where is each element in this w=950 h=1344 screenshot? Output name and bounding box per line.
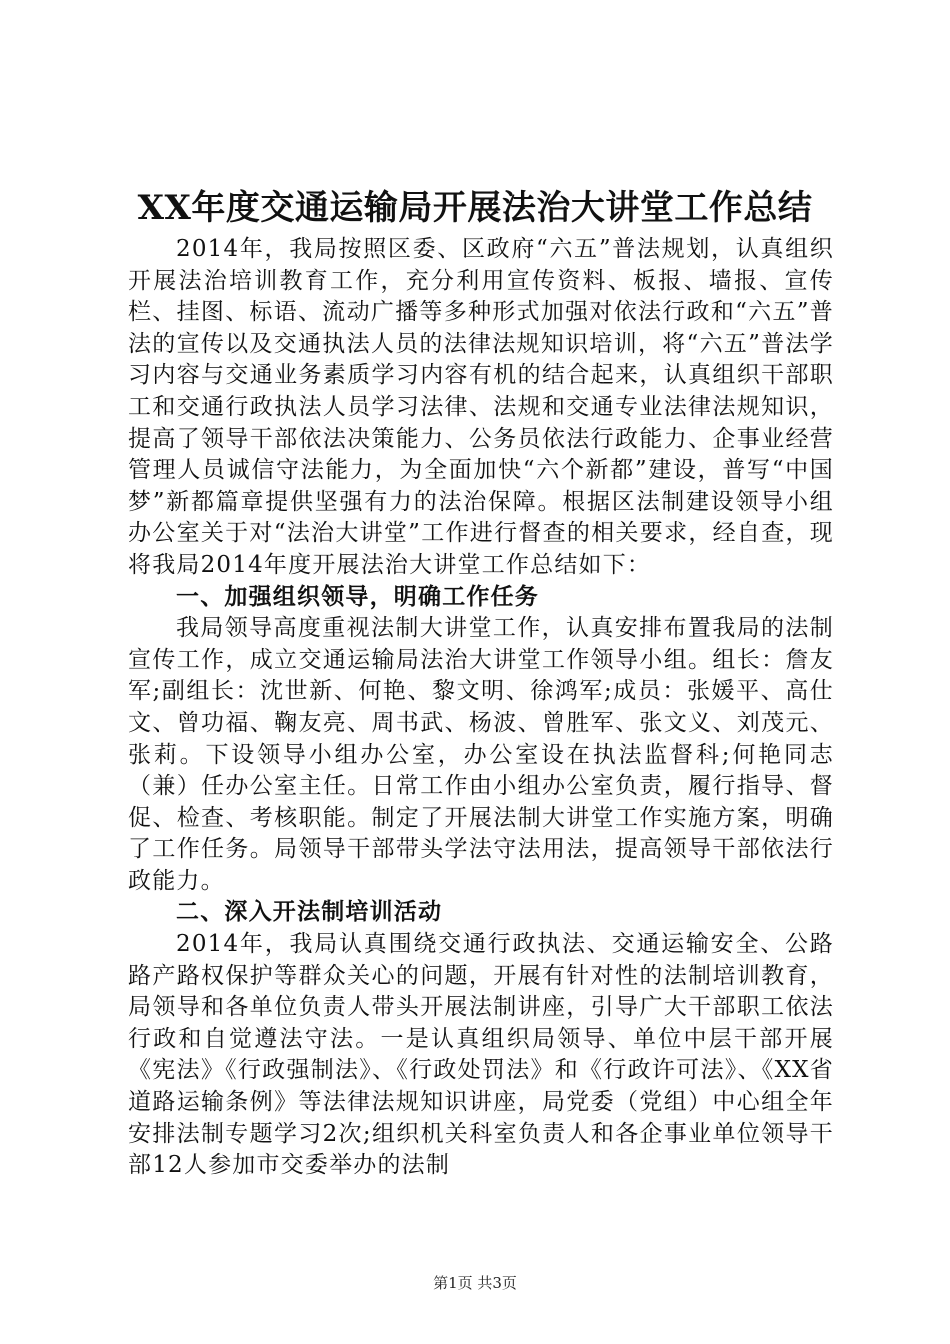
page-footer: 第1页 共3页 [433,1274,517,1292]
document-title: XX年度交通运输局开展法治大讲堂工作总结 [137,188,813,228]
section-heading-1: 一、加强组织领导，明确工作任务 [176,583,539,610]
paragraph-section-2: 2014年，我局认真围绕交通行政执法、交通运输安全、公路路产路权保护等群众关心的问题，开展有针对性的法制培训教育，局领导和各单位负责人带头开展法制讲座，引导广大干部职工依法行政和自觉遵法守法。一是认真组织局领导、单位中层干部开展《宪法》《行政强制法》、《行政处罚法》和《行政许可法》、《XX省道路运输条例》等法律法规知识讲座，局党委（党组）中心组全年安排法制专题学习2次;组织机关科室负责人和各企事业单位领导干部12人参加市交委举办的法制 [128,931,834,1179]
section-heading-2: 二、深入开法制培训活动 [176,899,443,926]
paragraph-section-1: 我局领导高度重视法制大讲堂工作，认真安排布置我局的法制宣传工作，成立交通运输局法治大讲堂工作领导小组。组长：詹友军;副组长：沈世新、何艳、黎文明、徐鸿军;成员：张媛平、高仕文、曾功福、鞠友亮、周书武、杨波、曾胜军、张文义、刘茂元、张莉。下设领导小组办公室，办公室设在执法监督科;何艳同志（兼）任办公室主任。日常工作由小组办公室负责，履行指导、督促、检查、考核职能。制定了开展法制大讲堂工作实施方案，明确了工作任务。局领导干部带头学法守法用法，提高领导干部依法行政能力。 [128,615,834,894]
document-body [128,234,834,1182]
paragraph-intro: 2014年，我局按照区委、区政府“六五”普法规划，认真组织开展法治培训教育工作，充分利用宣传资料、板报、墙报、宣传栏、挂图、标语、流动广播等多种形式加强对依法行政和“六五”普法的宣传以及交通执法人员的法律法规知识培训，将“六五”普法学习内容与交通业务素质学习内容有机的结合起来，认真组织干部职工和交通行政执法人员学习法律、法规和交通专业法律法规知识，提高了领导干部依法决策能力、公务员依法行政能力、企事业经营管理人员诚信守法能力，为全面加快“六个新都”建设，普写“中国梦”新都篇章提供坚强有力的法治保障。根据区法制建设领导小组办公室关于对“法治大讲堂”工作进行督查的相关要求，经自查，现将我局2014年度开展法治大讲堂工作总结如下： [128,236,834,578]
